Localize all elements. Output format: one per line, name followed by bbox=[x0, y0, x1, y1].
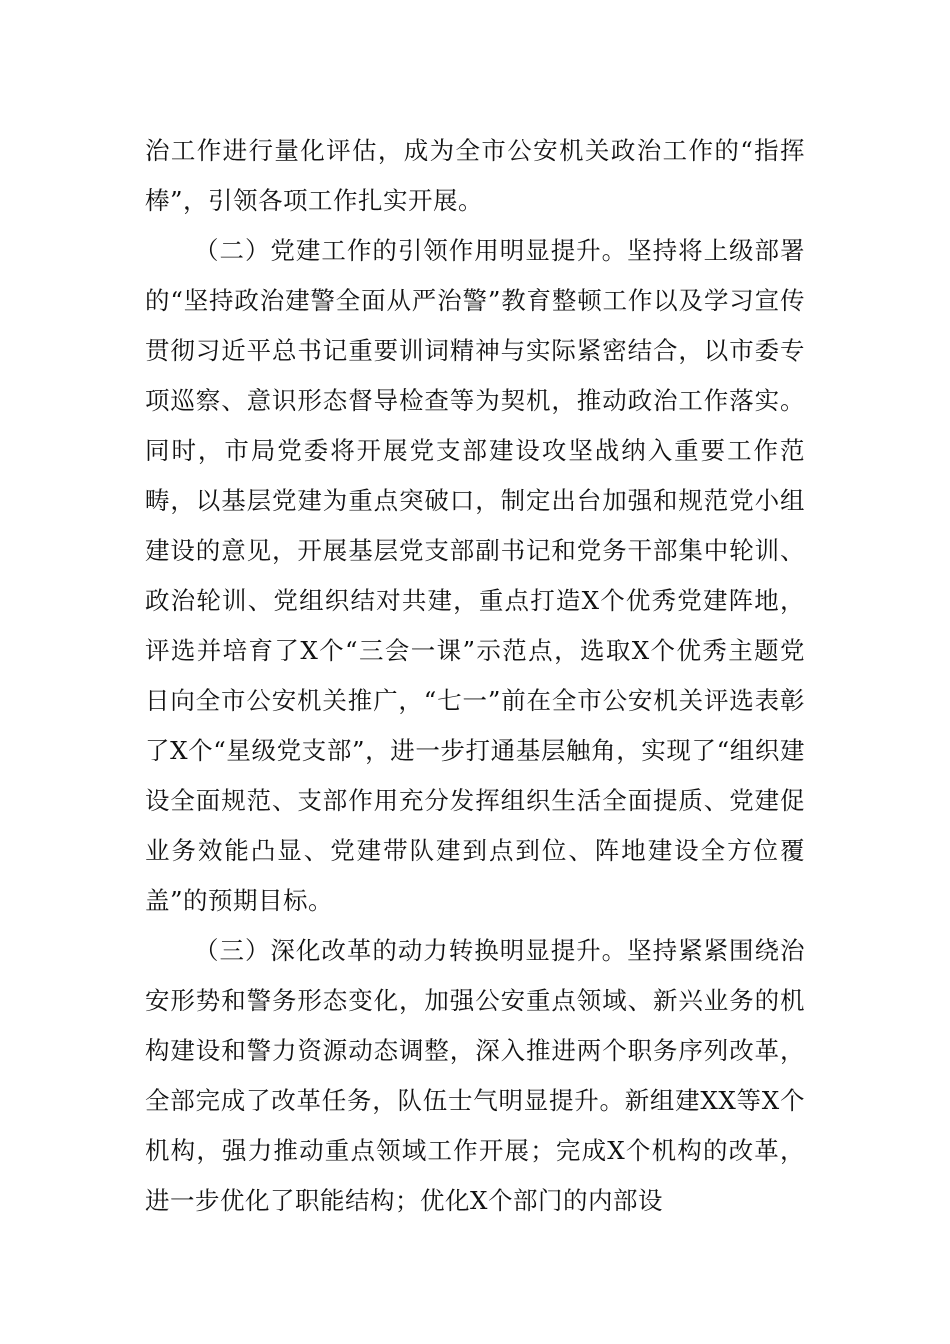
paragraph-text: 治工作进行量化评估，成为全市公安机关政治工作的“指挥棒”，引领各项工作扎实开展。 bbox=[145, 136, 805, 215]
section-heading: （二）党建工作的引领作用明显提升。 bbox=[194, 236, 628, 265]
paragraph-continuation bbox=[145, 126, 805, 226]
paragraph-party-building bbox=[145, 226, 805, 926]
document-body bbox=[145, 126, 805, 1226]
paragraph-text: 坚持将上级部署的“坚持政治建警全面从严治警”教育整顿工作以及学习宣传贯彻习近平总书记重要训词精神与实际紧密结合，以市委专项巡察、意识形态督导检查等为契机，推动政治工作落实。同时，市局党委将开展党支部建设攻坚战纳入重要工作范畴，以基层党建为重点突破口，制定出台加强和规范党小组建设的意见，开展基层党支部副书记和党务干部集中轮训、政治轮训、党组织结对共建，重点打造X个优秀党建阵地，评选并培育了X个“三会一课”示范点，选取X个优秀主题党日向全市公安机关推广，“七一”前在全市公安机关评选表彰了X个“星级党支部”，进一步打通基层触角，实现了“组织建设全面规范、支部作用充分发挥组织生活全面提质、党建促业务效能凸显、党建带队建到点到位、阵地建设全方位覆盖”的预期目标。 bbox=[145, 236, 806, 915]
section-heading: （三）深化改革的动力转换明显提升。 bbox=[194, 936, 628, 965]
paragraph-text: 坚持紧紧围绕治安形势和警务形态变化，加强公安重点领域、新兴业务的机构建设和警力资源动态调整，深入推进两个职务序列改革，全部完成了改革任务，队伍士气明显提升。新组建XX等X个机构，强力推动重点领域工作开展；完成X个机构的改革，进一步优化了职能结构；优化X个部门的内部设 bbox=[145, 936, 806, 1215]
paragraph-reform bbox=[145, 926, 805, 1226]
